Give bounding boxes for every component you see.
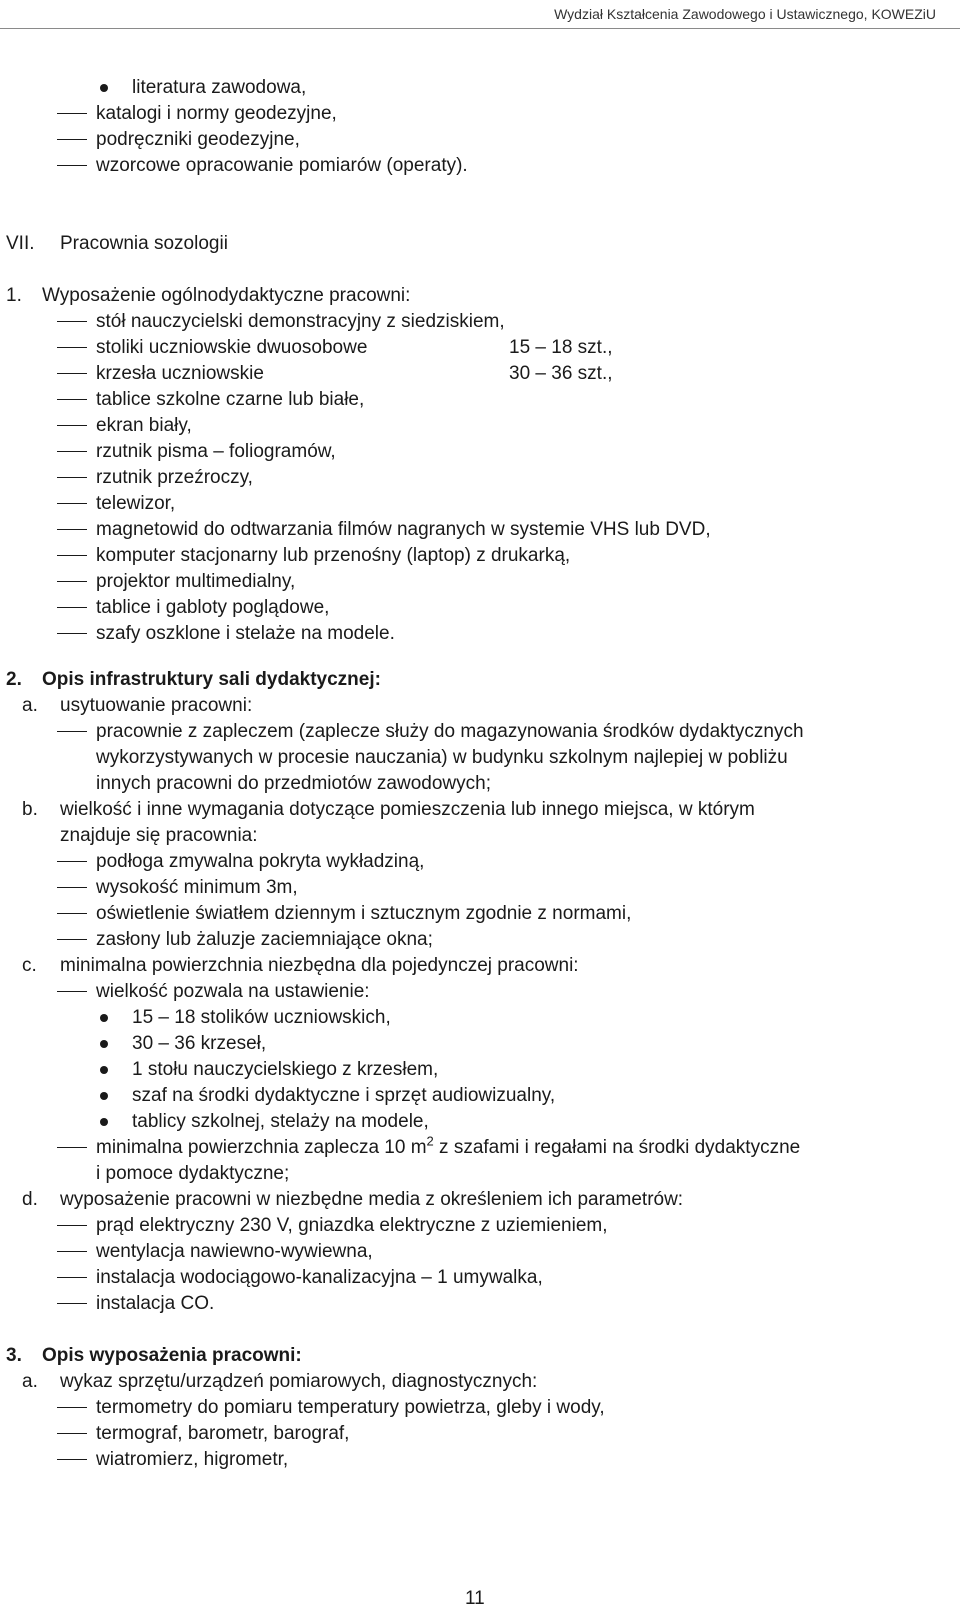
sub-label: wykaz sprzętu/urządzeń pomiarowych, diagnostycznych: — [60, 1371, 538, 1392]
bullet-icon — [100, 1014, 108, 1022]
list-item: prąd elektryczny 230 V, gniazdka elektryczne z uziemieniem, — [96, 1215, 608, 1236]
sub-letter: c. — [22, 955, 37, 976]
bullet-item: tablicy szkolnej, stelaży na modele, — [132, 1111, 429, 1132]
bullet-icon — [100, 1066, 108, 1074]
dash-icon — [57, 113, 87, 114]
dash-icon — [57, 165, 87, 166]
sub-label: wielkość i inne wymagania dotyczące pomieszczenia lub innego miejsca, w którym — [60, 799, 755, 820]
list-item-continued: wykorzystywanych w procesie nauczania) w budynku szkolnym najlepiej w pobliżu — [96, 747, 788, 768]
dash-icon — [57, 913, 87, 914]
bullet-icon — [100, 1118, 108, 1126]
bullet-item: 30 – 36 krzeseł, — [132, 1033, 267, 1054]
sub-letter: d. — [22, 1189, 38, 1210]
bullet-item: szaf na środki dydaktyczne i sprzęt audiowizualny, — [132, 1085, 556, 1106]
list-item: wielkość pozwala na ustawienie: — [96, 981, 370, 1002]
list-item: wzorcowe opracowanie pomiarów (operaty). — [96, 155, 468, 176]
dash-icon — [57, 373, 87, 374]
list-item: krzesła uczniowskie — [96, 363, 264, 384]
list-item: komputer stacjonarny lub przenośny (laptop) z drukarką, — [96, 545, 571, 566]
heading-number: 1. — [6, 285, 22, 306]
list-item: szafy oszklone i stelaże na modele. — [96, 623, 395, 644]
list-item: tablice szkolne czarne lub białe, — [96, 389, 365, 410]
sub-letter: a. — [22, 1371, 38, 1392]
dash-icon — [57, 861, 87, 862]
list-item: instalacja CO. — [96, 1293, 215, 1314]
dash-icon — [57, 581, 87, 582]
sub-label: usytuowanie pracowni: — [60, 695, 253, 716]
dash-icon — [57, 991, 87, 992]
quantity: 30 – 36 szt., — [509, 363, 613, 384]
list-item: tablice i gabloty poglądowe, — [96, 597, 330, 618]
list-item: podłoga zmywalna pokryta wykładziną, — [96, 851, 425, 872]
bullet-icon — [100, 1092, 108, 1100]
sub-label: wyposażenie pracowni w niezbędne media z określeniem ich parametrów: — [60, 1189, 684, 1210]
dash-icon — [57, 555, 87, 556]
dash-icon — [57, 321, 87, 322]
list-item: termograf, barometr, barograf, — [96, 1423, 350, 1444]
list-item: oświetlenie światłem dziennym i sztucznym zgodnie z normami, — [96, 903, 632, 924]
dash-icon — [57, 887, 87, 888]
section-title: Pracownia sozologii — [60, 233, 228, 254]
list-item: ekran biały, — [96, 415, 192, 436]
dash-icon — [57, 139, 87, 140]
list-item: podręczniki geodezyjne, — [96, 129, 300, 150]
dash-icon — [57, 1433, 87, 1434]
dash-icon — [57, 1303, 87, 1304]
list-item: magnetowid do odtwarzania filmów nagranych w systemie VHS lub DVD, — [96, 519, 711, 540]
dash-icon — [57, 477, 87, 478]
superscript: 2 — [426, 1133, 434, 1149]
dash-icon — [57, 1459, 87, 1460]
list-item: wysokość minimum 3m, — [96, 877, 298, 898]
list-item: rzutnik pisma – foliogramów, — [96, 441, 336, 462]
heading-title: Opis wyposażenia pracowni: — [42, 1345, 302, 1366]
sub-label-continued: znajduje się pracownia: — [60, 825, 258, 846]
dash-icon — [57, 529, 87, 530]
bullet-icon — [100, 84, 108, 92]
sub-label: minimalna powierzchnia niezbędna dla pojedynczej pracowni: — [60, 955, 579, 976]
list-item: instalacja wodociągowo-kanalizacyjna – 1 umywalka, — [96, 1267, 543, 1288]
dash-icon — [57, 731, 87, 732]
heading-number: 3. — [6, 1345, 22, 1366]
dash-icon — [57, 633, 87, 634]
list-item: zasłony lub żaluzje zaciemniające okna; — [96, 929, 433, 950]
dash-icon — [57, 347, 87, 348]
list-item: wentylacja nawiewno-wywiewna, — [96, 1241, 373, 1262]
list-item-text: z szafami i regałami na środki dydaktyczne — [433, 1137, 801, 1158]
dash-icon — [57, 451, 87, 452]
heading-number: 2. — [6, 669, 22, 690]
list-item: rzutnik przeźroczy, — [96, 467, 253, 488]
list-item: stół nauczycielski demonstracyjny z siedziskiem, — [96, 311, 505, 332]
bullet-item: 15 – 18 stolików uczniowskich, — [132, 1007, 391, 1028]
dash-icon — [57, 607, 87, 608]
heading-title: Wyposażenie ogólnodydaktyczne pracowni: — [42, 285, 411, 306]
list-item: telewizor, — [96, 493, 176, 514]
quantity: 15 – 18 szt., — [509, 337, 613, 358]
dash-icon — [57, 425, 87, 426]
dash-icon — [57, 399, 87, 400]
dash-icon — [57, 1277, 87, 1278]
list-item: termometry do pomiaru temperatury powietrza, gleby i wody, — [96, 1397, 605, 1418]
list-item-continued: i pomoce dydaktyczne; — [96, 1163, 290, 1184]
sub-letter: b. — [22, 799, 38, 820]
page-number: 11 — [465, 1588, 485, 1609]
section-number: VII. — [6, 233, 35, 254]
bullet-icon — [100, 1040, 108, 1048]
dash-icon — [57, 1147, 87, 1148]
dash-icon — [57, 939, 87, 940]
dash-icon — [57, 503, 87, 504]
dash-icon — [57, 1407, 87, 1408]
list-item: stoliki uczniowskie dwuosobowe — [96, 337, 368, 358]
header-rule — [0, 28, 960, 29]
list-item-text: minimalna powierzchnia zaplecza 10 m — [96, 1137, 427, 1158]
list-item-continued: innych pracowni do przedmiotów zawodowych; — [96, 773, 491, 794]
running-header: Wydział Kształcenia Zawodowego i Ustawicznego, KOWEZiU — [554, 6, 936, 22]
sub-letter: a. — [22, 695, 38, 716]
list-item: wiatromierz, higrometr, — [96, 1449, 289, 1470]
dash-icon — [57, 1225, 87, 1226]
heading-title: Opis infrastruktury sali dydaktycznej: — [42, 669, 381, 690]
list-item: literatura zawodowa, — [132, 77, 307, 98]
bullet-item: 1 stołu nauczycielskiego z krzesłem, — [132, 1059, 439, 1080]
list-item: projektor multimedialny, — [96, 571, 296, 592]
list-item — [96, 1135, 800, 1161]
dash-icon — [57, 1251, 87, 1252]
list-item: katalogi i normy geodezyjne, — [96, 103, 337, 124]
list-item: pracownie z zapleczem (zaplecze służy do magazynowania środków dydaktycznych — [96, 721, 804, 742]
